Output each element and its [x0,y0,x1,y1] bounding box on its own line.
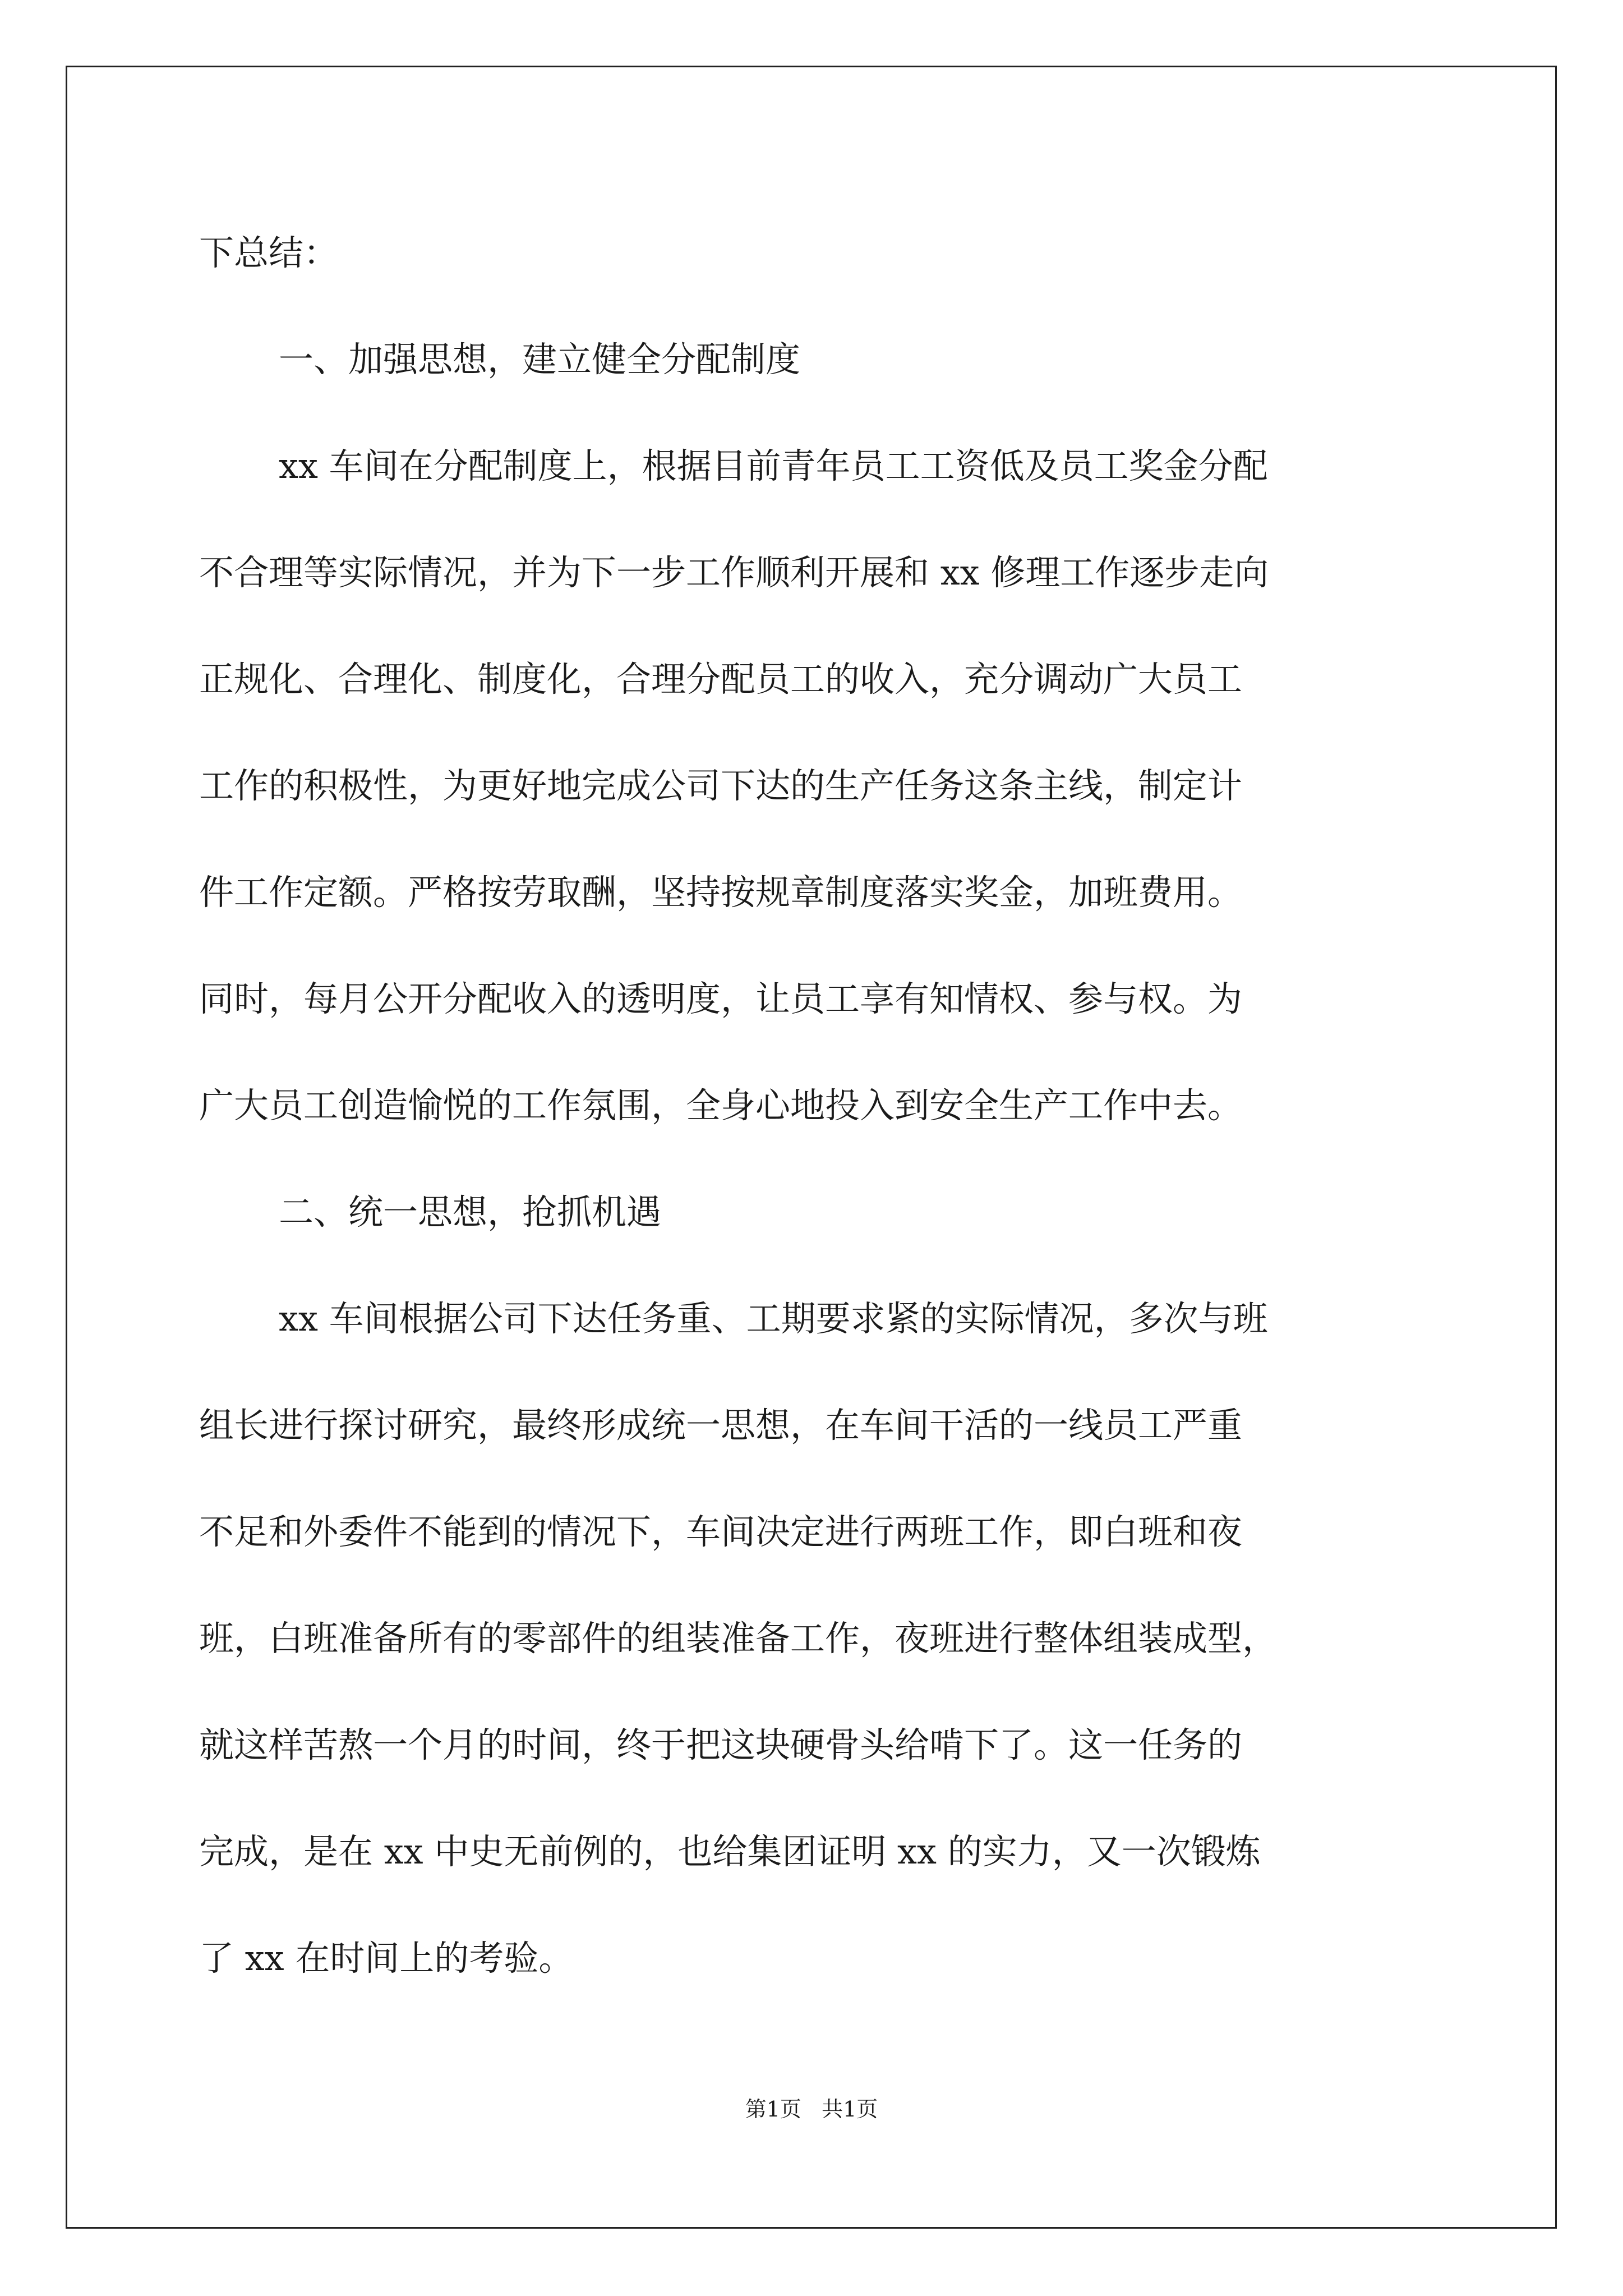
paragraph-line: 完成，是在 xx 中史无前例的，也给集团证明 xx 的实力，又一次锻炼 [199,1831,1261,1872]
paragraph-line: 件工作定额。严格按劳取酬，坚持按规章制度落实奖金，加班费用。 [199,872,1243,913]
paragraph-line: 不合理等实际情况，并为下一步工作顺利开展和 xx 修理工作逐步走向 [199,552,1269,593]
paragraph-line: 不足和外委件不能到的情况下，车间决定进行两班工作，即白班和夜 [199,1511,1243,1552]
page-border [66,66,1557,2229]
section-heading: 二、统一思想，抢抓机遇 [279,1191,662,1232]
paragraph-line: xx 车间在分配制度上，根据目前青年员工工资低及员工奖金分配 [279,445,1268,486]
paragraph-line: xx 车间根据公司下达任务重、工期要求紧的实际情况，多次与班 [279,1298,1268,1339]
paragraph-line: 班，白班准备所有的零部件的组装准备工作，夜班进行整体组装成型， [199,1618,1278,1659]
paragraph-line: 正规化、合理化、制度化，合理分配员工的收入，充分调动广大员工 [199,659,1243,700]
paragraph-line: 了 xx 在时间上的考验。 [199,1938,574,1978]
page-footer: 第1页 共1页 [745,2097,878,2122]
paragraph-line: 同时，每月公开分配收入的透明度，让员工享有知情权、参与权。为 [199,978,1243,1019]
section-heading: 一、加强思想，建立健全分配制度 [279,339,801,380]
paragraph-line: 就这样苦熬一个月的时间，终于把这块硬骨头给啃下了。这一任务的 [199,1724,1243,1765]
text-line: 下总结： [199,232,339,273]
paragraph-line: 广大员工创造愉悦的工作氛围，全身心地投入到安全生产工作中去。 [199,1085,1243,1126]
paragraph-line: 工作的积极性，为更好地完成公司下达的生产任务这条主线，制定计 [199,765,1243,806]
paragraph-line: 组长进行探讨研究，最终形成统一思想，在车间干活的一线员工严重 [199,1405,1243,1446]
